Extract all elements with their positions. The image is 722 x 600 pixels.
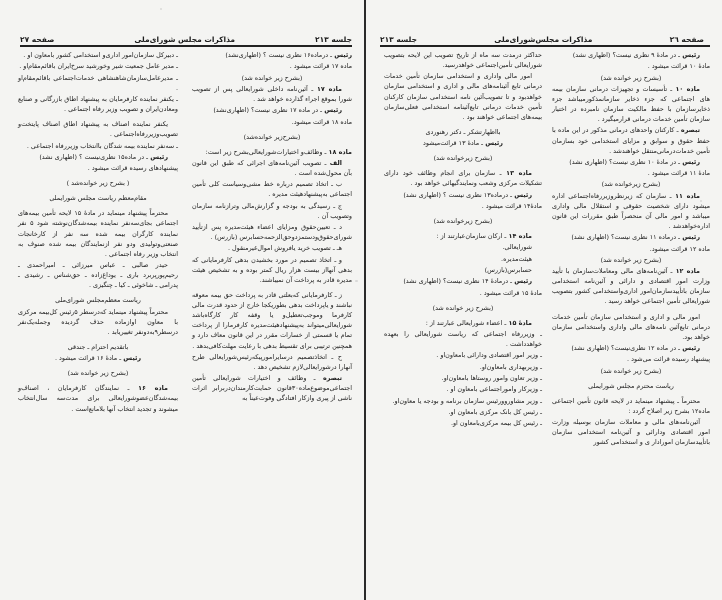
right-page-column-left <box>384 50 542 429</box>
paragraph-body: ـ اعضاء شورایعالی عبارتند از : <box>425 318 507 327</box>
paragraph-lead: رئیس <box>483 139 503 148</box>
paragraph-body: ـ سازمان برای انجام وظائف خود دارای تشکیلات مرکزی وشعب ونمایندگیهائی خواهد بود . <box>384 169 542 188</box>
paragraph: ـ رئیس کل بیمه مرکزی‌بامعاون او. <box>450 419 542 428</box>
paragraph: حیدر صالبی ـ عباس میرزائی ـ امیراحمدی ـ رحیم‌پورپربرد باری ـ یوداغ‌زاده ـ حق‌شناس ـ رشیدی ـ پدرامی ـ شاخوئی ـ کیا ـ چنگیزی . <box>18 261 178 290</box>
header-rule <box>20 45 352 47</box>
paragraph <box>384 276 542 286</box>
paragraph: ب ـ اتخاذ تصمیم درباره خط مشی‌وسیاست کلی تأمین اجتماعی به‌پیشنهادهیئت مدیره . <box>192 180 352 199</box>
paragraph: ح ـ اتخاذتصمیم درسایرامورپیکه‌رئیس‌شورایعالی طرح آنهارا درشورایعالی‌لازم تشخیص دهد . <box>192 352 352 371</box>
paragraph-lead: رئیس <box>680 343 700 352</box>
paragraph <box>384 190 542 200</box>
paragraph: امور مالی واداری و استخدامی سازمان تأمین خدمات درمانی تابع آئینامه‌های مالی و اداری و استخدامی سازمان خواهدبود و تا تصویب‌آئین نامه استخدامی سازمان کارکنان تأمین خدمات درمانی تابع‌آئینامه استخدامی فعلی‌سازمان بیمه‌های اجتماعی خواهند بود . <box>384 72 542 121</box>
paragraph: محترماً پیشنهاد مینماید در مادهٔ ۱۵ لایحه تأمین بیمه‌های اجتماعی بجای‌سه‌نفر نماینده بیمه‌شدگان‌نوشته شود ۵ نفر نماینده کارگران بیمه شده سه نفر از کارخانجات صنعتی‌وتولیدی ودو نفر ازنمایندگان بیمه شده صنوف به انتخاب وزیر رفاه اجتماعی . <box>18 209 179 258</box>
paragraph-lead: ماده ۱۸ <box>326 147 352 156</box>
paragraph: حسابرس(بازرس) <box>484 266 532 274</box>
paragraph: ـ وزیربهداری بامعاون‌او. <box>479 362 542 371</box>
paragraph: ـ سه‌نفر نماینده بیمه شدگان باانتخاب وزیررفاه اجتماعی . <box>26 141 178 150</box>
paragraph: ماده ۱۷ قرائت میشود . <box>289 62 352 71</box>
paragraph <box>192 84 352 104</box>
paragraph: (بشرح زیر خوانده شد) <box>67 369 129 378</box>
scan-speck <box>160 8 162 10</box>
page-number: صفحه ۲٦ <box>669 35 704 44</box>
paragraph-body: ـ آئین‌نامه‌های مالی ومعاملات‌سازمان با تأیید وزارت امور اقتصادی و دارائی و آئین‌نامه استخدامی سازمان باتأییدسازمان‌امور اداری‌واستخدامی کشور بتصویب شورایعالی تأمین اجتماعی خواهد رسید . <box>552 267 710 306</box>
paragraph <box>18 383 178 413</box>
paragraph <box>192 373 352 403</box>
right-page <box>366 0 722 600</box>
publication-title: مذاکرات مجلس‌شورای‌ملی <box>494 35 593 44</box>
paragraph-body: ـ مادهٔ ۱۶ قرائت میشود . <box>54 354 122 363</box>
session-label: جلسه ۲۱۳ <box>380 35 418 44</box>
paragraph: ز ـ کارفرمایانی که‌بعلتی قادر به پرداخت حق بیمه معوقه نباشند و یاپرداخت بدهی بطوریکجا خارج از حدود قدرت مالی کارفرما وموجب‌تعطیل‌و یا وقفه کار کارگاه‌باشد شورایعالی‌میتواند به‌پیشنهادهیئت‌مدیره کارفرمارا از پرداخت تمام یا قسمتی از خسارات مقرر در این قانون معاف دارد و همچنین ترتیبی برای تقسیط بدهی با رعایت مهلت‌کافی‌بدهد . <box>192 291 352 350</box>
paragraph: (بشرح زیر خوانده شد) <box>600 255 662 264</box>
paragraph <box>552 191 710 231</box>
paragraph-lead: رئیس <box>322 106 342 115</box>
paragraph-lead: رئیس <box>680 233 700 242</box>
paragraph: باتقدیم احترام ـ جندقی <box>67 342 129 351</box>
paragraph <box>552 157 710 167</box>
paragraph-lead: تبصره <box>315 374 342 383</box>
paragraph <box>552 266 710 306</box>
paragraph: ـ یکنفر نماینده کارفرمایان به پیشنهاد اطاق بازرگانی و صنایع ومعادن‌ایران و تصویب وزیر رفاه اجتماعی . <box>18 94 178 114</box>
paragraph: آئین‌نامه‌های مالی و معاملات سازمان بوسیله وزارت امور اقتصادی ودارائی و آئین‌نامه استخدامی سازمان باتأییدسازمان امورادار ی و استخدامی کشور <box>552 418 710 447</box>
paragraph-lead: ماده ۱۶ <box>129 384 168 393</box>
paragraph <box>552 125 710 155</box>
paragraph-body: ـ درمادهٔ ۱۴ نظری نیست؟ (اظهاری نشد) <box>403 277 513 286</box>
paragraph: هیئت‌مدیره. <box>501 254 532 263</box>
paragraph: مادهٔ ۱۵ قرائت میشود . <box>479 288 542 297</box>
paragraph-lead: ماده ۱۴ <box>506 232 532 241</box>
paragraph: ـ مدیرعامل‌سازمان‌شاهنشاهی خدمات‌اجتماعی باقائم‌مقام‌او . <box>18 73 178 92</box>
paragraph: محترماً پیشنهاد مینماید که‌درسطر ۵رئیس کل‌بیمه مرکزی با معاون اوازماده حذف گردیده وجمله‌یک‌نفر درسطر۹به‌دونفر تغییریابد . <box>18 307 178 336</box>
left-page-column-right <box>192 50 352 405</box>
paragraph <box>552 50 710 60</box>
left-page-header <box>20 30 352 44</box>
paragraph-lead: رئیس <box>512 277 532 286</box>
paragraph-body: ـ تأسیسات و تجهیزات درمانی سازمان بیمه های اجتماعی که جزء ذخایر سازمانمذکورمیباشد جزء ذخایرسازمان با حفظ مالکیت سازمان نامبرده در اختیار سازمان تأمین خدمات درمانی قرارمیگیرد . <box>552 84 710 124</box>
paragraph: مقام‌معظم ریاست مجلس شورایملی <box>49 194 147 203</box>
paragraph: پیشنهاد رسیده قرائت می‌شود . <box>627 355 710 364</box>
paragraph: (بشرح زیرخوانده شد) <box>433 154 493 163</box>
paragraph-body: ـ در ماده۱۵ نظری‌نیست ؟ (اظهاری نشد) <box>39 152 149 161</box>
paragraph: ـ مدیر عامل جمعیت شیر وخورشید سرخ‌ایران باقائم‌مقام‌او . <box>19 62 178 71</box>
paragraph-body: ـ سازمان که زیرنظروزیررفاه‌اجتماعی اداره میشود دارای شخصیت حقوقی و استقلال مالی واداری میباشد و امور مالی آن منحصراً طبق مقررات این قانون اداره‌خواهدشد . <box>552 191 710 230</box>
paragraph: (بشرح زیر خوانده شد) <box>600 366 662 375</box>
paragraph: مادهٔ ۱۱ قرائت میشود . <box>647 169 710 178</box>
paragraph <box>384 138 542 148</box>
paragraph: ـ رئیس کل بانک مرکزی بامعاون او. <box>448 407 542 416</box>
paragraph-lead: ماده ۱۰ <box>672 84 701 93</box>
session-label: جلسه ۲۱۳ <box>315 35 352 44</box>
paragraph: ـ وزیررفاه اجتماعی که ریاست شورایعالی را بعهده خواهدداشت . <box>384 330 542 349</box>
paragraph: (بشرح زیرخوانده شد) <box>433 217 493 226</box>
paragraph-lead: رئیس <box>680 157 700 166</box>
paragraph-body: ـ نمایندگان کارفرمایان ، اصناف‌و بیمه‌شدگان‌عضوشورایعالی برای مدت‌سه سال‌انتخاب میشوند و تجدید انتخاب آنها بلامانع‌است . <box>18 384 178 413</box>
paragraph-lead: الف <box>326 158 342 167</box>
paragraph: و ـ اتخاذ تصمیم در مورد بخشیدن بدهی کارفرمایانی که بدهی آنهااز بیست هزار ریال کمتر بوده و به تشخیص هیئت مدیره قادر به پرداخت آن نمیباشند. <box>192 255 352 284</box>
paragraph-body: ـ درماده۱۶ نظری نیست ؟ (اظهاری‌نشد) <box>225 51 333 59</box>
paragraph-body: ـ تصویب آئین‌نامه‌های اجرائی که طبق این قانون بآن محول‌شده است . <box>192 158 352 178</box>
paragraph-body: ـ وظائف‌و اختیارات‌شورایعالی‌بشرح زیر است: <box>205 147 327 156</box>
paragraph <box>552 343 710 353</box>
paragraph: بااظهارتشکر ـ دکتر رهنوردی <box>425 127 501 136</box>
paragraph: پیشنهادهای رسیده قرائت میشود . <box>87 164 178 173</box>
paragraph-lead: تبصره <box>678 126 700 135</box>
paragraph: ( بشرح زیر خوانده‌شد ) <box>66 179 130 188</box>
paragraph: حداکثر درمدت سه ماه از تاریخ تصویب این لایحه بتصویب شورایعالی تأمین‌اجتماعی خواهدرسید. <box>384 51 542 70</box>
paragraph <box>192 105 352 115</box>
paragraph: (بشرح زیر خوانده شد) <box>241 73 303 82</box>
paragraph-body: ـ مادهٔ ۱۳ قرائت‌میشود <box>423 139 484 148</box>
publication-title: مذاکرات مجلس شورای‌ملی <box>134 35 236 44</box>
paragraph-body: ـ در مادهٔ ۹ نظری نیست؟ (اظهاری نشد) <box>572 51 681 59</box>
paragraph <box>552 84 710 124</box>
paragraph: ـ وزیر تعاون وامور روستاها بامعاون‌او. <box>441 373 542 382</box>
paragraph <box>192 50 352 60</box>
paragraph: محترماً ـ پیشنهاد مینماید در لایحه قانون تأمین اجتماعی ماده۱۲ بشرح زیر اصلاح گردد : <box>552 396 710 415</box>
paragraph: ـ وزیر امور اقتصادی ودارائی بامعاون‌او . <box>436 351 542 360</box>
header-rule <box>380 45 710 47</box>
right-page-column-right <box>552 50 710 449</box>
page-number: صفحه ۲۷ <box>20 35 55 44</box>
paragraph-lead: رئیس <box>121 354 142 363</box>
paragraph <box>384 231 542 241</box>
paragraph-body: ـ در ماده ۱۷ نظری نیست؟ (اظهاری‌نشد) <box>213 106 323 115</box>
paragraph: شورایعالی. <box>502 243 532 252</box>
paragraph-body: ـ در مادهٔ ۱۰ نظری نیست؟ (اظهاری نشد) <box>569 157 681 166</box>
paragraph: ماده ۱۲ قرائت میشود. <box>649 244 710 253</box>
paragraph-body: ـ کارکنان واحدهای درمانی مذکور در این ماده با حفظ حقوق و سوابق و مزایای استخدامی خود بسازمان تأمین خدمات‌درمانی‌منتقل خواهندشد . <box>552 126 710 155</box>
paragraph-lead: رئیس <box>512 190 532 199</box>
paragraph-lead: ماده ۱۷ <box>313 84 342 93</box>
paragraph: (بشرح زیر خوانده شد) <box>432 303 494 312</box>
paragraph: ج ـ رسیدگی به بودجه و گزارش‌مالی وترازنامه سازمان وتصویب آن . <box>192 201 352 220</box>
paragraph: ـ دبیرکل سازمان‌امور اداری‌و استخدامی کشور بامعاون او . <box>23 51 178 59</box>
paragraph-lead: ماده ۱۲ <box>672 267 701 276</box>
paragraph-lead: مادهٔ ۱۵ <box>506 318 532 327</box>
paragraph-body: ـ درماده ۱۱ نظری نیست؟ (اظهاری نشد) <box>571 233 681 242</box>
paragraph-body: ـ آئین‌نامه داخلی شورایعالی پس از تصویب شورا بموقع اجراء گذارده خواهد شد . <box>192 84 352 103</box>
paragraph-body: ـ وظائف و اختیارات شورایعالی تأمین اجتماعی‌موضوع‌ماده۳۰قانون حمایت‌کارمندان‌دربرابر اثرات ناشی از پیری وازکار افتادگی وفوت‌عیناً به <box>192 374 352 403</box>
paragraph: ریاست محترم مجلس شورایملی <box>588 381 674 390</box>
paragraph-lead: ماده ۱۳ <box>501 169 532 178</box>
paragraph <box>384 318 542 328</box>
paragraph <box>552 232 710 242</box>
paragraph <box>192 147 352 157</box>
paragraph: مادهٔ۱۴ قرائت میشود . <box>481 201 542 210</box>
right-page-header <box>380 30 704 44</box>
paragraph: (بشرح زیر خوانده شد) <box>600 73 662 82</box>
paragraph-body: ـ درماده۱۳ نظری نیست ؟ (اظهاری نشد) <box>403 190 513 199</box>
paragraph: (بشرح‌زیر خوانده‌شد) <box>243 132 301 141</box>
scan-speck <box>700 200 702 202</box>
paragraph: امور مالی و اداری و استخدامی سازمان تأمین خدمات درمانی تابع‌آئین نامه‌های مالی واداری واستخدامی سازمان خواهد بود. <box>552 312 710 341</box>
paragraph: د ـ تعیین‌حقوق ومزایای اعضاء هیئت‌مدیره پس ازتأیید شورای‌حقوق‌ودستمزدوحق‌الزحمه‌حسابرس (بازرس) . <box>192 223 352 242</box>
paragraph-lead: رئیس <box>332 51 352 59</box>
paragraph <box>384 168 542 188</box>
scan-speck <box>355 280 358 282</box>
paragraph <box>192 158 352 178</box>
paragraph-body: ـ در ماده ۱۲ نظری‌نیست؟ (اظهاری نشد) <box>571 343 681 352</box>
paragraph: (بشرح زیرخوانده شد) <box>601 180 661 189</box>
paragraph: ـ وزیر مشاوروورئیس سازمان برنامه و بودجه یا معاون‌او. <box>392 396 542 405</box>
paragraph-lead: رئیس <box>680 51 700 59</box>
left-page-column-left <box>18 50 178 415</box>
paragraph: ریاست معظم‌مجلس شورای‌ملی <box>55 296 141 305</box>
paragraph <box>18 353 178 363</box>
paragraph-lead: رئیس <box>148 152 168 161</box>
paragraph: یکنفر نماینده اصناف به پیشنهاد اطاق اصناف پایتخت‌و تصویب‌وزیررفاه‌اجتماعی . <box>18 120 178 139</box>
paragraph-body: ـ ارکان سازمان‌عبارتند از : <box>436 232 507 241</box>
paragraph: ماده ۱۸ قرائت میشود. <box>291 117 352 126</box>
paragraph: ـ وزیرکار وامور‌اجتماعی بامعاون او . <box>446 385 542 394</box>
paragraph <box>18 152 178 162</box>
paragraph: مادهٔ ۱۰ قرائت میشود . <box>647 62 710 71</box>
paragraph-lead: ماده ۱۱ <box>671 191 700 200</box>
paragraph: هـ ـ تصویب خرید یافروش اموال‌غیرمنقول . <box>227 244 342 253</box>
